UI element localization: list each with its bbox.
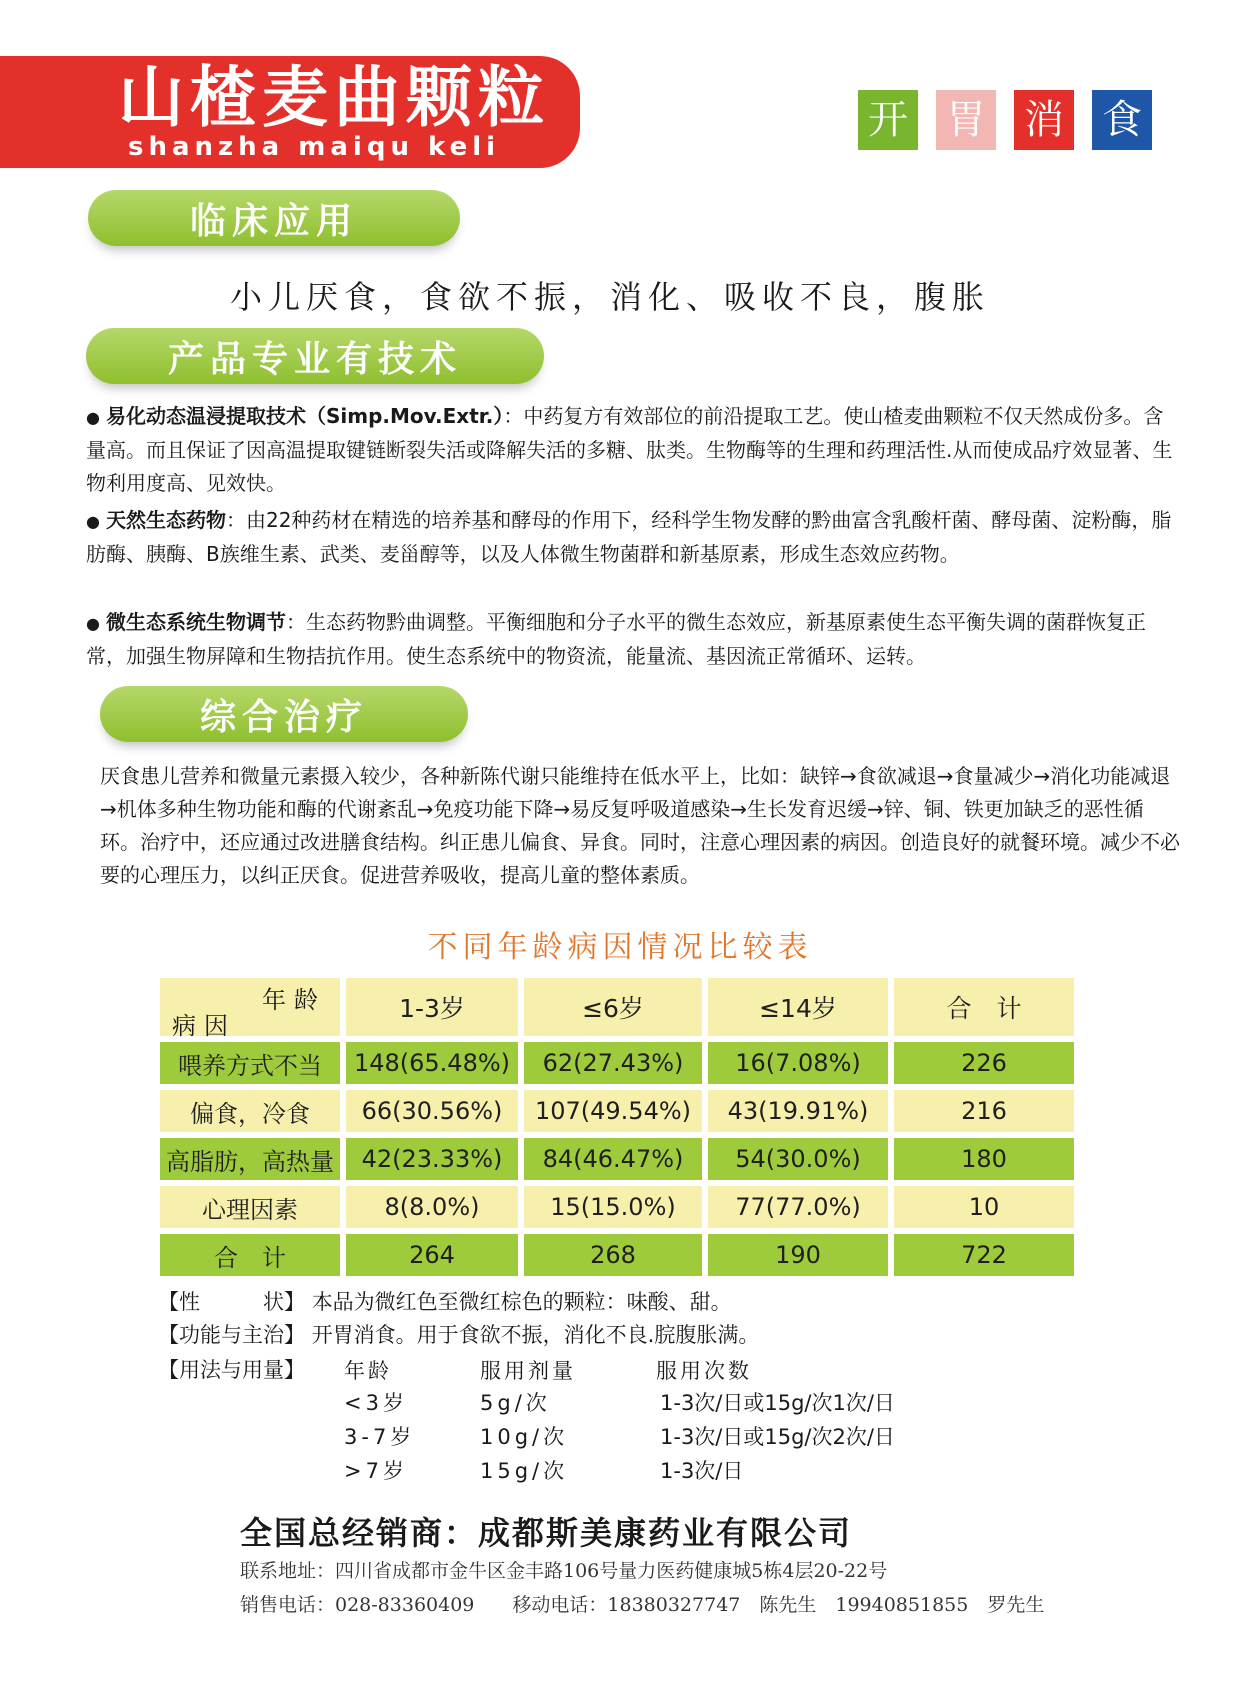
table-row-label: 心理因素 <box>160 1186 340 1228</box>
section-header-tech: 产品专业有技术 <box>86 328 544 384</box>
slogan-tile: 胃 <box>936 90 996 150</box>
property-label: 【性 状】 <box>158 1290 305 1314</box>
slogan-tile: 开 <box>858 90 918 150</box>
corner-cause-label: 病因 <box>172 1012 236 1040</box>
property-value: 本品为微红色至微红棕色的颗粒：味酸、甜。 <box>311 1290 732 1314</box>
tech-point-title: 天然生态药物 <box>105 508 226 532</box>
table-row-label: 高脂肪，高热量 <box>160 1138 340 1180</box>
table-cell: 190 <box>708 1234 888 1276</box>
table-cell: 16(7.08%) <box>708 1042 888 1084</box>
bullet-icon: ● <box>86 512 100 531</box>
table-title: 不同年龄病因情况比较表 <box>427 930 813 965</box>
table-header-cell: 1-3岁 <box>346 978 518 1036</box>
usage-cell: 1-3次/日或15g/次1次/日 <box>660 1391 895 1415</box>
usage-cell: 15g/次 <box>480 1459 569 1483</box>
slogan-tile: 食 <box>1092 90 1152 150</box>
tech-point <box>86 606 1176 673</box>
table-cell: 148(65.48%) <box>346 1042 518 1084</box>
tech-point <box>86 504 1176 571</box>
table-cell: 8(8.0%) <box>346 1186 518 1228</box>
distributor: 全国总经销商：成都斯美康药业有限公司 <box>240 1514 853 1552</box>
indication-text: 小儿厌食，食欲不振，消化、吸收不良，腹胀 <box>230 278 991 316</box>
table-row-label: 喂养方式不当 <box>160 1042 340 1084</box>
tech-point-title: 微生态系统生物调节 <box>105 610 286 634</box>
table-cell: 15(15.0%) <box>524 1186 702 1228</box>
table-cell: 43(19.91%) <box>708 1090 888 1132</box>
usage-cell: 1-3次/日或15g/次2次/日 <box>660 1425 895 1449</box>
contact-phone: 销售电话：028-83360409 移动电话：18380327747 陈先生 19940851855 罗先生 <box>240 1594 1045 1616</box>
table-cell: 42(23.33%) <box>346 1138 518 1180</box>
usage-cell: <3岁 <box>344 1391 408 1415</box>
section-header-clinical: 临床应用 <box>88 190 460 246</box>
usage-header: 服用剂量 <box>480 1359 576 1383</box>
product-title: 山楂麦曲颗粒 <box>118 58 550 136</box>
property-value: 开胃消食。用于食欲不振，消化不良.脘腹胀满。 <box>311 1323 760 1347</box>
table-cell: 180 <box>894 1138 1074 1180</box>
table-cell: 62(27.43%) <box>524 1042 702 1084</box>
property-row <box>158 1286 759 1319</box>
table-cell: 10 <box>894 1186 1074 1228</box>
section-header-treatment: 综合治疗 <box>100 686 468 742</box>
table-header-cell: 合 计 <box>894 978 1074 1036</box>
table-corner-header <box>160 978 340 1040</box>
table-cell: 84(46.47%) <box>524 1138 702 1180</box>
usage-cell: 5g/次 <box>480 1391 551 1415</box>
table-cell: 216 <box>894 1090 1074 1132</box>
slogan-tile: 消 <box>1014 90 1074 150</box>
table-cell: 226 <box>894 1042 1074 1084</box>
bullet-icon: ● <box>86 614 100 633</box>
table-cell: 77(77.0%) <box>708 1186 888 1228</box>
slogan-tiles <box>858 90 1152 150</box>
product-properties <box>158 1286 759 1352</box>
usage-cell: 10g/次 <box>480 1425 569 1449</box>
contact-address: 联系地址：四川省成都市金牛区金丰路106号量力医药健康城5栋4层20-22号 <box>240 1560 888 1582</box>
table-row-label: 合 计 <box>160 1234 340 1276</box>
table-header-cell: ≤6岁 <box>524 978 702 1036</box>
table-header-cell: ≤14岁 <box>708 978 888 1036</box>
usage-cell: >7岁 <box>344 1459 408 1483</box>
table-cell: 722 <box>894 1234 1074 1276</box>
tech-point <box>86 400 1176 500</box>
table-cell: 107(49.54%) <box>524 1090 702 1132</box>
tech-point-text: ：中药复方有效部位的前沿提取工艺。使山楂麦曲颗粒不仅天然成份多。含量高。而且保证了因高温提取键链断裂失活或降解失活的多糖、肽类。生物酶等的生理和药理活性.从而使成品疗效显著、生物利用度高、见效快。 <box>86 404 1173 495</box>
tech-point-text: ：由22种药材在精选的培养基和酵母的作用下，经科学生物发酵的黔曲富含乳酸杆菌、酵母菌、淀粉酶，脂肪酶、胰酶、B族维生素、武类、麦甾醇等，以及人体微生物菌群和新基原素，形成生态效应药物。 <box>86 508 1172 566</box>
tech-point-text: ：生态药物黔曲调整。平衡细胞和分子水平的微生态效应，新基原素使生态平衡失调的菌群恢复正常，加强生物屏障和生物拮抗作用。使生态系统中的物资流，能量流、基因流正常循环、运转。 <box>86 610 1146 668</box>
table-row-label: 偏食，冷食 <box>160 1090 340 1132</box>
usage-header: 年龄 <box>344 1359 392 1383</box>
property-label: 【功能与主治】 <box>158 1323 305 1347</box>
usage-cell: 1-3次/日 <box>660 1459 744 1483</box>
table-cell: 54(30.0%) <box>708 1138 888 1180</box>
usage-header: 服用次数 <box>656 1359 752 1383</box>
product-pinyin: shanzha maiqu keli <box>128 132 501 162</box>
treatment-text: 厌食患儿营养和微量元素摄入较少，各种新陈代谢只能维持在低水平上，比如：缺锌→食欲减退→食量减少→消化功能减退→机体多种生物功能和酶的代谢紊乱→免疫功能下降→易反复呼吸道感染→生长发育迟缓→锌、铜、铁更加缺乏的恶性循环。治疗中，还应通过改进膳食结构。纠正患儿偏食、异食。同时，注意心理因素的病因。创造良好的就餐环境。减少不必要的心理压力，以纠正厌食。促进营养吸收，提高儿童的整体素质。 <box>100 764 1180 887</box>
table-cell: 268 <box>524 1234 702 1276</box>
usage-label: 【用法与用量】 <box>158 1358 305 1382</box>
table-cell: 66(30.56%) <box>346 1090 518 1132</box>
table-cell: 264 <box>346 1234 518 1276</box>
bullet-icon: ● <box>86 408 100 427</box>
usage-cell: 3-7岁 <box>344 1425 416 1449</box>
tech-point-title: 易化动态温浸提取技术（Simp.Mov.Extr.） <box>105 404 504 428</box>
corner-age-label: 年龄 <box>262 986 326 1014</box>
property-row <box>158 1319 759 1352</box>
